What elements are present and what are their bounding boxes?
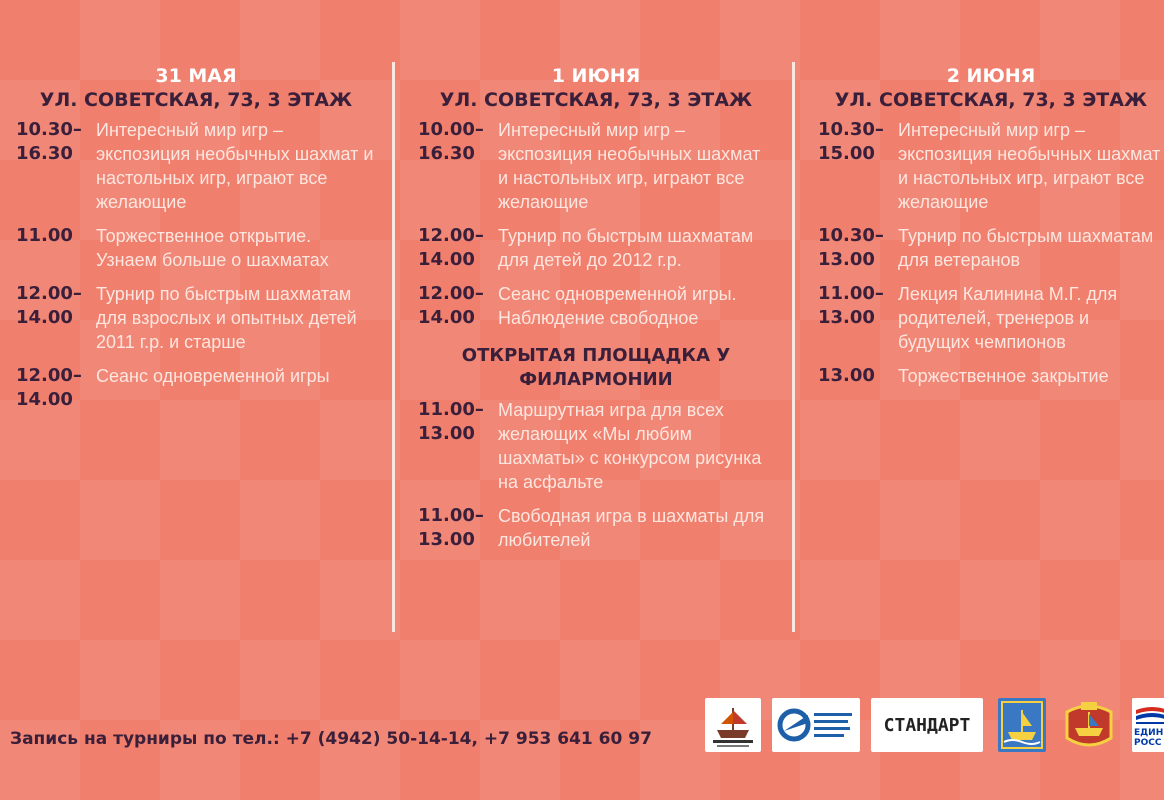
column-address: УЛ. СОВЕТСКАЯ, 73, 3 ЭТАЖ xyxy=(439,89,753,111)
event-time: 11.00– 13.00 xyxy=(418,399,484,444)
event-time: 11.00 xyxy=(16,225,73,246)
event-time: 11.00– 13.00 xyxy=(818,283,884,328)
event-time: 13.00 xyxy=(818,365,875,386)
event-time: 11.00– 13.00 xyxy=(418,505,484,550)
event-time: 12.00– 14.00 xyxy=(16,365,82,410)
event-row xyxy=(818,282,1164,354)
event-description: Сеанс одновременной игры. Наблюдение свободное xyxy=(498,284,737,328)
event-row xyxy=(818,364,1164,388)
registration-phone-text: Запись на турниры по тел.: +7 (4942) 50-14-14, +7 953 641 60 97 xyxy=(10,729,652,749)
event-description: Свободная игра в шахматы для любителей xyxy=(498,506,765,550)
event-row xyxy=(16,364,376,412)
event-time: 10.00– 16.30 xyxy=(418,119,484,164)
event-row xyxy=(16,224,376,272)
column-divider-2 xyxy=(792,62,795,632)
event-description: Интересный мир игр – экспозиция необычных шахмат и настольных игр, играют все желающие xyxy=(498,120,761,212)
event-time: 10.30– 15.00 xyxy=(818,119,884,164)
column-date: 31 МАЯ xyxy=(155,65,237,87)
column-date: 2 ИЮНЯ xyxy=(946,65,1036,87)
event-time: 10.30– 13.00 xyxy=(818,225,884,270)
column-date: 1 ИЮНЯ xyxy=(551,65,641,87)
event-time: 12.00– 14.00 xyxy=(16,283,82,328)
standart-logo-text: СТАНДАРТ xyxy=(883,714,971,736)
venue-subheading: ОТКРЫТАЯ ПЛОЩАДКА У ФИЛАРМОНИИ xyxy=(461,345,731,390)
ship-emblem-icon xyxy=(707,700,759,750)
event-time: 12.00– 14.00 xyxy=(418,283,484,328)
column-address: УЛ. СОВЕТСКАЯ, 73, 3 ЭТАЖ xyxy=(39,89,353,111)
event-row xyxy=(418,224,774,272)
standart-logo xyxy=(871,698,983,752)
united-russia-text: ЕДИН РОСС xyxy=(1134,728,1164,748)
event-description: Турнир по быстрым шахматам для ветеранов xyxy=(898,226,1154,270)
united-russia-logo xyxy=(1132,698,1164,752)
event-description: Турнир по быстрым шахматам для детей до 2012 г.р. xyxy=(498,226,754,270)
event-description: Маршрутная игра для всех желающих «Мы любим шахматы» с конкурсом рисунка на асфальте xyxy=(498,400,762,492)
sports-school-logo xyxy=(772,698,860,752)
schedule-column-june-1 xyxy=(418,64,774,552)
event-row xyxy=(16,118,376,214)
event-time: 10.30– 16.30 xyxy=(16,119,82,164)
column-divider-1 xyxy=(392,62,395,632)
event-description: Торжественное открытие. Узнаем больше о шахматах xyxy=(96,226,329,270)
event-time: 12.00– 14.00 xyxy=(418,225,484,270)
event-row xyxy=(418,282,774,330)
event-description: Интересный мир игр – экспозиция необычных шахмат и настольных игр, играют все желающие xyxy=(898,120,1161,212)
event-description: Сеанс одновременной игры xyxy=(96,366,330,386)
event-row xyxy=(818,224,1164,272)
event-description: Интересный мир игр – экспозиция необычных шахмат и настольных игр, играют все желающие xyxy=(96,120,374,212)
event-description: Лекция Калинина М.Г. для родителей, тренеров и будущих чемпионов xyxy=(898,284,1118,352)
event-description: Турнир по быстрым шахматам для взрослых и опытных детей 2011 г.р. и старше xyxy=(96,284,357,352)
kostroma-region-emblem xyxy=(1058,698,1120,752)
schedule-column-may-31 xyxy=(16,64,376,412)
event-row xyxy=(818,118,1164,214)
kostroma-city-emblem xyxy=(998,698,1046,752)
schedule-column-june-2 xyxy=(818,64,1164,388)
city-coat-of-arms-icon xyxy=(1000,700,1044,750)
chess-federation-logo xyxy=(705,698,761,752)
event-row xyxy=(418,504,774,552)
sports-school-emblem-icon xyxy=(774,701,858,749)
event-row xyxy=(418,398,774,494)
column-address: УЛ. СОВЕТСКАЯ, 73, 3 ЭТАЖ xyxy=(834,89,1148,111)
event-description: Торжественное закрытие xyxy=(898,366,1109,386)
region-coat-of-arms-icon xyxy=(1059,698,1119,752)
event-row xyxy=(418,118,774,214)
event-row xyxy=(16,282,376,354)
